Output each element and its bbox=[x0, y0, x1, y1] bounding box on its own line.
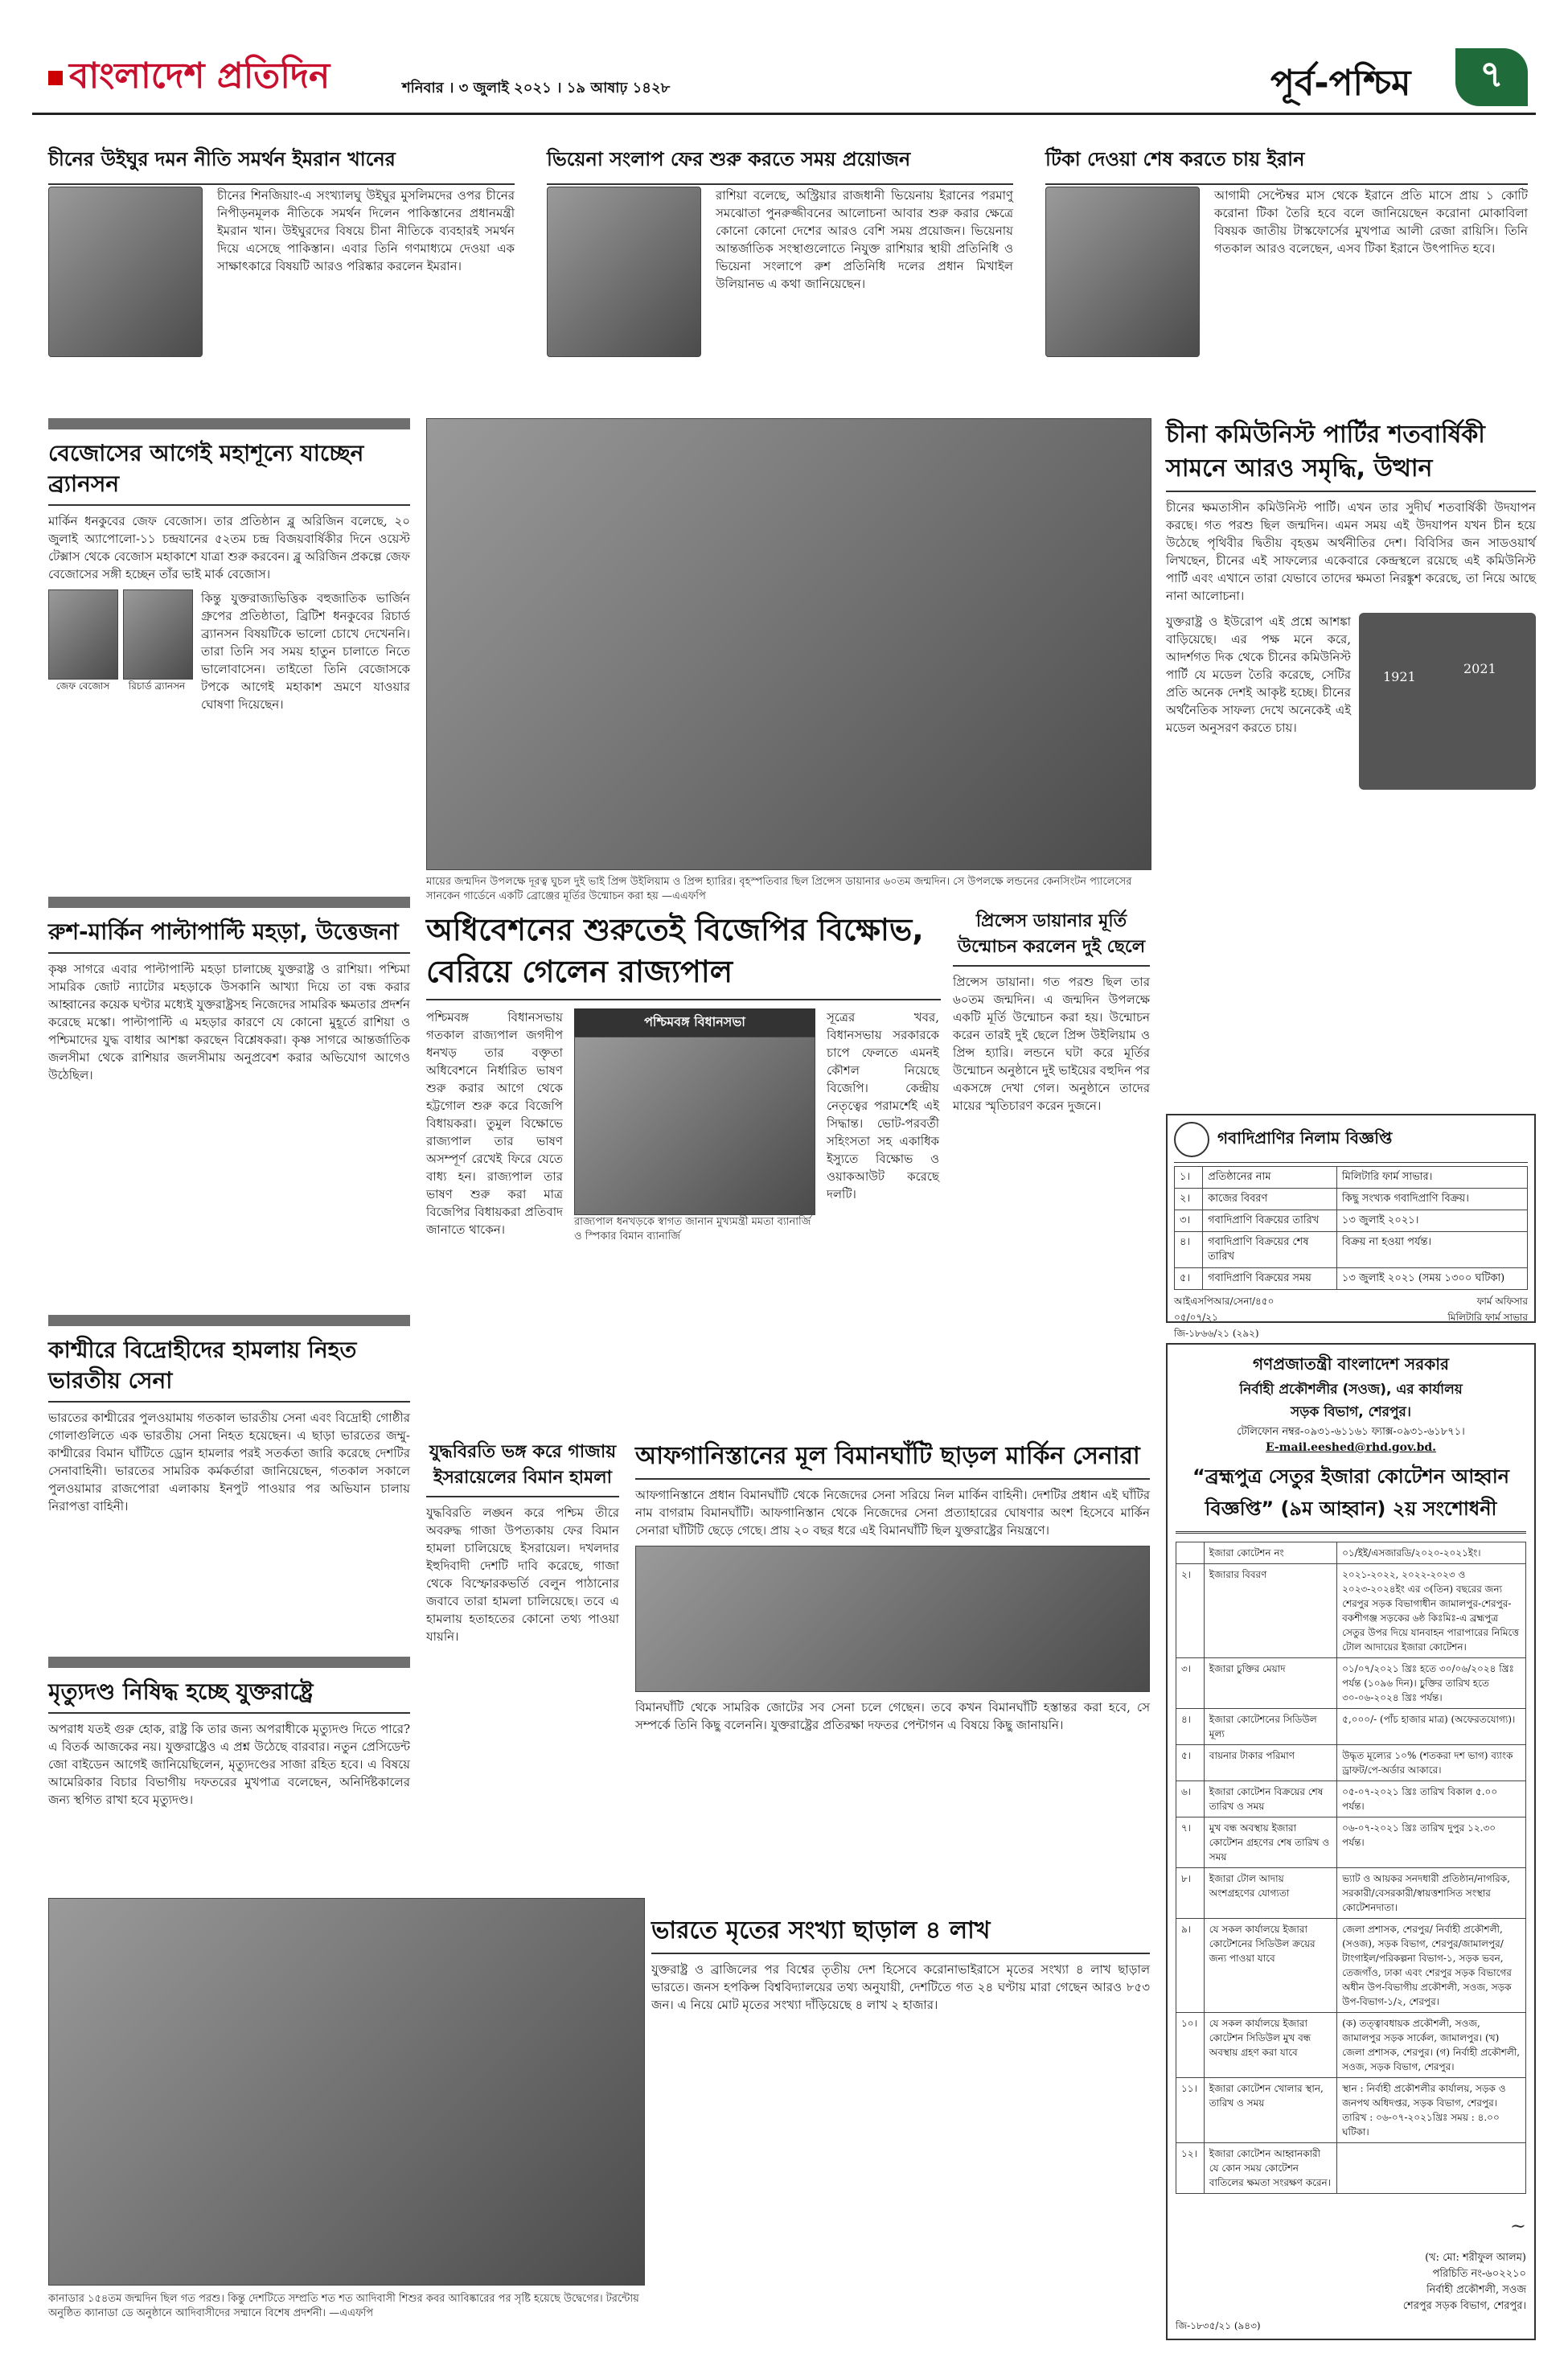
row-number: ৭। bbox=[1176, 1817, 1205, 1868]
row-value: ২০২১-২০২২, ২০২২-২০২৩ ও ২০২৩-২০২৪ইং এর ৩(তিন) বছরের জন্য শেরপুর সড়ক বিভাগাধীন জামালপুর-শেরপুর-বকশীগঞ্জ সড়কের ৬ষ্ঠ কিঃমিঃ-এ ব্রহ্মপুত্র সেতুর উপর দিয়ে যানবাহন পারাপারের নিমিত্তে টোল আদায়ের ইজারা কোটেশন। bbox=[1337, 1564, 1526, 1658]
table-row bbox=[1176, 1868, 1526, 1919]
branson-photo bbox=[123, 589, 193, 680]
notice-date: ০৫/০৭/২১ bbox=[1174, 1312, 1218, 1323]
story-body: প্রিন্সেস ডায়ানা। গত পরশু ছিল তার ৬০তম জন্মদিন। এ জন্মদিন উপলক্ষে একটি মূর্তি উন্মোচন করা হয়। উন্মোচন করেন তারই দুই ছেলে প্রিন্স উইলিয়াম ও প্রিন্স হ্যারি। লন্ডনে ঘটা করে মূর্তির উন্মোচন অনুষ্ঠানে দুই ভাইয়ের বহুদিন পর একসঙ্গে দেখা গেল। অনুষ্ঠানে তাদের মায়ের স্মৃতিচারণ করেন দুজনে। bbox=[953, 975, 1150, 1113]
table-row bbox=[1176, 1745, 1526, 1781]
row-number: ১১। bbox=[1176, 2078, 1205, 2143]
row-value: (ক) তত্ত্বাবধায়ক প্রকৌশলী, সওজ, জামালপুর সড়ক সার্কেল, জামালপুর। (খ) জেলা প্রশাসক, শেরপুর। (গ) নির্বাহী প্রকৌশলী, সওজ, সড়ক বিভাগ, শেরপুর। bbox=[1337, 2013, 1526, 2078]
raisi-photo bbox=[1045, 187, 1200, 357]
logo bbox=[48, 55, 330, 98]
branson-label: রিচার্ড ব্র্যানসন bbox=[128, 680, 186, 692]
phone-line: টেলিফোন নম্বর-০৯৩১-৬১১৬১ ফ্যাক্স-০৯৩১-৬১৮৭১। bbox=[1237, 1426, 1465, 1438]
table-row bbox=[1175, 1232, 1528, 1268]
row-number: ২। bbox=[1176, 1564, 1205, 1658]
story-headline: বেজোসের আগেই মহাশূন্যে যাচ্ছেন ব্র্যানসন bbox=[48, 438, 410, 506]
story-headline: যুদ্ধবিরতি ভঙ্গ করে গাজায় ইসরায়েলের বিমান হামলা bbox=[426, 1440, 619, 1497]
row-label: ইজারা চুক্তির মেয়াদ bbox=[1204, 1658, 1336, 1709]
row-number: ৮। bbox=[1176, 1868, 1205, 1919]
story-headline: প্রিন্সেস ডায়ানার মূর্তি উন্মোচন করলেন দুই ছেলে bbox=[953, 909, 1150, 967]
inset-caption: রাজ্যপাল ধনখড়কে স্বাগত জানান মুখ্যমন্ত্রী মমতা ব্যানার্জি ও স্পিকার বিমান ব্যানার্জি bbox=[574, 1216, 811, 1242]
branson-story bbox=[48, 438, 410, 889]
row-value: উদ্ধৃত মূল্যের ১০% (শতকরা দশ ভাগ) ব্যাংক ড্রাফট/পে-অর্ডার আকারে। bbox=[1337, 1745, 1526, 1781]
sign-id: পরিচিতি নং-৬০২২১০ bbox=[1432, 2268, 1526, 2280]
canada-day-caption: কানাডার ১৫৪তম জন্মদিন ছিল গত পরশু। কিন্তু দেশটিতে সম্প্রতি শত শত আদিবাসী শিশুর কবর আবিষ্কারের পর সৃষ্টি হয়েছে উদ্বেগের। টরন্টোয় অনুষ্ঠিত ক্যানাডা ডে অনুষ্ঠানে আদিবাসীদের সম্মানে বিশেষ প্রদর্শনী। —এএফপি bbox=[48, 2293, 639, 2319]
row-value: জেলা প্রশাসক, শেরপুর/ নির্বাহী প্রকৌশলী, (সওজ), সড়ক বিভাগ, শেরপুর/জামালপুর/ টাংগাইল/পরিকল্পনা বিভাগ-১, সড়ক ভবন, তেজগাঁও, ঢাকা এবং শেরপুর সড়ক বিভাগের অধীন উপ-বিভাগীয় প্রকৌশলী, সওজ, সড়ক উপ-বিভাগ-১/২, শেরপুর। bbox=[1337, 1919, 1526, 2013]
table-row bbox=[1176, 1817, 1526, 1868]
story-body-2: কিন্তু যুক্তরাজ্যভিত্তিক বহুজাতিক ভার্জিন গ্রুপের প্রতিষ্ঠাতা, ব্রিটিশ ধনকুবের রিচার্ড ব্র্যানসন বিষয়টিকে ভালো চোখে দেখেননি। তারা তিনি সব সময় হাতুন চালাতে নিতে ভালোবাসেন। তাইতো তিনি বেজোসকে টপকে আগেই মহাকাশ ভ্রমণে যাওয়ার ঘোষণা দিয়েছেন। bbox=[201, 591, 410, 712]
logo-mark bbox=[48, 71, 63, 85]
masthead bbox=[32, 40, 1536, 115]
israel-story bbox=[426, 1440, 619, 1874]
row-number: ২। bbox=[1175, 1189, 1203, 1210]
assembly-photo bbox=[574, 1037, 815, 1215]
row-number: ৬। bbox=[1176, 1781, 1205, 1817]
row-label: গবাদিপ্রাণি বিক্রয়ের শেষ তারিখ bbox=[1203, 1232, 1337, 1268]
story-headline: চীনের উইঘুর দমন নীতি সমর্থন ইমরান খানের bbox=[48, 145, 515, 185]
row-label: ইজারা কোটেশনের সিডিউল মূল্য bbox=[1204, 1709, 1336, 1745]
row-label: বায়নার টাকার পরিমাণ bbox=[1204, 1745, 1336, 1781]
top-story-2 bbox=[547, 145, 1013, 402]
row-label: গবাদিপ্রাণি বিক্রয়ের সময় bbox=[1203, 1268, 1337, 1290]
notice-title: গবাদিপ্রাণির নিলাম বিজ্ঞপ্তি bbox=[1217, 1127, 1393, 1148]
story-headline: আফগানিস্তানের মূল বিমানঘাঁটি ছাড়ল মার্কিন সেনারা bbox=[635, 1440, 1150, 1480]
story-body-2: বিমানঘাঁটি থেকে সামরিক জোটের সব সেনা চলে গেছেন। তবে কখন বিমানঘাঁটি হস্তান্তর করা হবে, সে সম্পর্কে তিনি কিছু বলেননি। যুক্তরাষ্ট্রের প্রতিরক্ষা দফতর পেন্টাগন এ বিষয়ে কিছু জানায়নি। bbox=[635, 1700, 1150, 1732]
table-row bbox=[1176, 1658, 1526, 1709]
india-deaths-story bbox=[651, 1914, 1150, 2204]
row-value: বিক্রয় না হওয়া পর্যন্ত। bbox=[1336, 1232, 1527, 1268]
story-body: চীনের ক্ষমতাসীন কমিউনিস্ট পার্টি। এখন তার সুদীর্ঘ শতবার্ষিকী উদযাপন করছে। গত পরশু ছিল জন্মদিন। এমন সময় এই উদযাপন যখন চীন হয়ে উঠেছে পৃথিবীর দ্বিতীয় বৃহত্তম অর্থনীতির দেশ। বিবিসির জন সাডওয়ার্থ লিখছেন, চীনের এই সাফল্যের একেবারে কেন্দ্রস্থলে রয়েছে এই কমিউনিস্ট পার্টি এবং এখানে তারা যেভাবে তাদের ক্ষমতা নিরঙ্কুশ করেছে, তা নিয়ে আছে নানা আলোচনা। bbox=[1166, 500, 1536, 603]
row-value bbox=[1337, 2143, 1526, 2194]
section-rule bbox=[48, 418, 410, 429]
row-label: ইজারা কোটেশন আহ্বানকারী যে কোন সময় কোটেশন বাতিলের ক্ষমতা সংরক্ষণ করেন। bbox=[1204, 2143, 1336, 2194]
row-number: ৪। bbox=[1176, 1709, 1205, 1745]
row-number: ৫। bbox=[1176, 1745, 1205, 1781]
table-row bbox=[1175, 1268, 1528, 1290]
russia-us-story bbox=[48, 917, 410, 1303]
story-body: আগামী সেপ্টেম্বর মাস থেকে ইরানে প্রতি মাসে প্রায় ১ কোটি করোনা টিকা তৈরি হবে বলে জানিয়েছেন করোনা মোকাবিলা বিষয়ক জাতীয় টাস্কফোর্সের মুখপাত্র আলী রেজা রায়িসি। তিনি গতকাল আরও বলেছেন, এসব টিকা ইরানে উৎপাদিত হবে। bbox=[1214, 188, 1528, 256]
row-number: ৯। bbox=[1176, 1919, 1205, 2013]
date-line: শনিবার । ৩ জুলাই ২০২১ । ১৯ আষাঢ় ১৪২৮ bbox=[402, 80, 671, 97]
bagram-photo bbox=[635, 1546, 1150, 1692]
army-seal-icon bbox=[1174, 1122, 1209, 1157]
tender-title-1: “ব্রহ্মপুত্র সেতুর ইজারা কোটেশন আহ্বান bbox=[1192, 1465, 1509, 1488]
row-value: ১৩ জুলাই ২০২১। bbox=[1336, 1210, 1527, 1232]
tender-notice bbox=[1166, 1343, 1536, 2340]
row-number: ১। bbox=[1175, 1167, 1203, 1189]
diana-photo-caption: মায়ের জন্মদিন উপলক্ষে দূরত্ব ঘুচল দুই ভাই প্রিন্স উইলিয়াম ও প্রিন্স হ্যারির। বৃহস্পতিবার ছিল প্রিন্সেস ডায়ানার ৬০তম জন্মদিন। সে উপলক্ষে লন্ডনের কেনসিংটন প্যালেসের সানকেন গার্ডেনে একটি ব্রোঞ্জের মূর্তির উন্মোচন করা হয় —এএফপি bbox=[426, 876, 1132, 902]
bengal-story bbox=[426, 909, 941, 1415]
story-headline: অধিবেশনের শুরুতেই বিজেপির বিক্ষোভ, বেরিয়ে গেলেন রাজ্যপাল bbox=[426, 909, 941, 1000]
story-body: যুক্তরাষ্ট্র ও ব্রাজিলের পর বিশ্বের তৃতীয় দেশ হিসেবে করোনাভাইরাসে মৃতের সংখ্যা ৪ লাখ ছাড়াল ভারতে। জনস হপকিন্স বিশ্ববিদ্যালয়ের তথ্য অনুযায়ী, দেশটিতে গত ২৪ ঘণ্টায় মারা গেছেন আরও ৮৫৩ জন। এ নিয়ে মোট মৃতের সংখ্যা দাঁড়িয়েছে ৪ লাখ ২ হাজার। bbox=[651, 1962, 1150, 2012]
portraits bbox=[48, 589, 193, 713]
ref-number: আইএসপিআর/সেনা/৪৫০ bbox=[1174, 1296, 1275, 1307]
sign-name: (খ: মো: শরীফুল আলম) bbox=[1425, 2252, 1526, 2264]
office-title: নির্বাহী প্রকৌশলীর (সওজ), এর কার্যালয় bbox=[1239, 1382, 1463, 1398]
sign-dept: শেরপুর সড়ক বিভাগ, শেরপুর। bbox=[1402, 2300, 1526, 2312]
table-row bbox=[1176, 1542, 1526, 1564]
table-row bbox=[1175, 1167, 1528, 1189]
row-number: ৩। bbox=[1176, 1658, 1205, 1709]
story-headline: ভিয়েনা সংলাপ ফের শুরু করতে সময় প্রয়োজন bbox=[547, 145, 1013, 185]
tender-title-2: বিজ্ঞপ্তি” (৯ম আহ্বান) ২য় সংশোধনী bbox=[1176, 1494, 1526, 1534]
row-label: গবাদিপ্রাণি বিক্রয়ের তারিখ bbox=[1203, 1210, 1337, 1232]
row-label: ইজারা কোটেশন বিক্রয়ের শেষ তারিখ ও সময় bbox=[1204, 1781, 1336, 1817]
story-body: আফগানিস্তানে প্রধান বিমানঘাঁটি থেকে নিজেদের সেনা সরিয়ে নিল মার্কিন বাহিনী। দেশটির প্রধান এই ঘাঁটির নাম বাগরাম বিমানঘাঁটি। আফগানিস্তান থেকে নিজেদের সেনা প্রত্যাহারের ঘোষণার অংশ হিসেবে মার্কিন সেনারা ঘাঁটিটি ছেড়ে গেছে। প্রায় ২০ বছর ধরে এই বিমানঘাঁটি ছিল যুক্তরাষ্ট্রের নিয়ন্ত্রণে। bbox=[635, 1488, 1150, 1538]
year-2021-label: 2021 bbox=[1463, 661, 1496, 676]
section-title: পূর্ব-পশ্চিম bbox=[1270, 63, 1411, 104]
story-body: চীনের শিনজিয়াং-এ সংখ্যালঘু উইঘুর মুসলিমদের ওপর চীনের নিপীড়নমূলক নীতিকে সমর্থন দিলেন পাকিস্তানের প্রধানমন্ত্রী ইমরান খান। উইঘুরদের বিষয়ে চীনা নীতিকে ব্যবহারই সমর্থন দিয়ে এসেছে পাকিস্তান। এবার তিনি গণমাধ্যমে দেওয়া এক সাক্ষাৎকারে বিষয়টি আরও পরিষ্কার করলেন ইমরান। bbox=[217, 188, 515, 273]
row-number: ১২। bbox=[1176, 2143, 1205, 2194]
row-value: ৫,০০০/- (পাঁচ হাজার মাত্র) (অফেরতযোগ্য)। bbox=[1337, 1709, 1526, 1745]
table-row bbox=[1176, 1564, 1526, 1658]
story-headline: কাশ্মীরে বিদ্রোহীদের হামলায় নিহত ভারতীয় সেনা bbox=[48, 1335, 410, 1403]
bezos-photo bbox=[48, 589, 118, 680]
section-rule bbox=[48, 897, 410, 908]
china-cpc-story bbox=[1166, 418, 1536, 1094]
story-body-2: যুক্তরাষ্ট্র ও ইউরোপ এই প্রশ্নে আশঙ্কা বাড়িয়েছে। এর পক্ষ মনে করে, আদর্শগত দিক থেকে চীনের কমিউনিস্ট পার্টি যে মডেল তৈরি করেছে, সেটির প্রতি অনেক দেশই আকৃষ্ট হচ্ছে। চীনের অর্থনৈতিক সাফল্য দেখে অনেকেই এই মডেল অনুসরণ করতে চায়। bbox=[1166, 614, 1351, 735]
row-value: ভ্যাট ও আয়কর সনদধারী প্রতিষ্ঠান/নাগরিক, সরকারী/বেসরকারী/স্বায়ত্তশাসিত সংস্থার কোটেশনদাতা। bbox=[1337, 1868, 1526, 1919]
row-value: স্থান : নির্বাহী প্রকৌশলীর কার্যালয়, সড়ক ও জনপথ অধিদপ্তর, সড়ক বিভাগ, শেরপুর। তারিখ : ০৬-০৭-২০২১খ্রিঃ সময় : ৪.০০ ঘটিকা। bbox=[1337, 2078, 1526, 2143]
inset-label: পশ্চিমবঙ্গ বিধানসভা bbox=[574, 1008, 815, 1037]
story-body: কৃষ্ণ সাগরে এবার পাল্টাপাল্টি মহড়া চালাচ্ছে যুক্তরাষ্ট্র ও রাশিয়া। পশ্চিমা সামরিক জোট ন্যাটোর মহড়াকে উসকানি আখ্যা দিয়ে তা বন্ধ করার আহ্বানের কয়েক ঘণ্টার মধ্যেই যুক্তরাষ্ট্রসহ নিজেদের সামরিক ক্ষমতার প্রদর্শন করেছে মস্কো। পাল্টাপাল্টি এ মহড়ার কারণে যে কোনো মুহূর্তে রাশিয়া ও পশ্চিমাদের যুদ্ধ বাধার আশঙ্কা করছেন বিশ্লেষকরা। কৃষ্ণ সাগরে আন্তর্জাতিক জলসীমা থেকে রাশিয়ার জলসীমায় অনুপ্রবেশ করার অভিযোগ আগেও উঠেছিল। bbox=[48, 962, 410, 1082]
row-label: ইজারা কোটেশন খোলার স্থান, তারিখ ও সময় bbox=[1204, 2078, 1336, 2143]
story-body: অপরাধ যতই গুরু হোক, রাষ্ট্র কি তার জন্য অপরাধীকে মৃত্যুদণ্ড দিতে পারে? এ বিতর্ক আজকের নয়। যুক্তরাষ্ট্রেও এ প্রশ্ন উঠেছে বারবার। নতুন প্রেসিডেন্ট জো বাইডেন আগেই জানিয়েছিলেন, মৃত্যুদণ্ডের সাজা রহিত হবে। এ বিষয়ে আমেরিকার বিচার বিভাগীয় দফতরের মুখপাত্র বলেছেন, অনির্দিষ্টকালের জন্য স্থগিত রাখা হবে মৃত্যুদণ্ড। bbox=[48, 1722, 410, 1807]
table-row bbox=[1176, 1919, 1526, 2013]
top-story-3 bbox=[1045, 145, 1528, 402]
row-label: যে সকল কার্যালয়ে ইজারা কোটেশনের সিডিউল ক্রয়ের জন্য পাওয়া যাবে bbox=[1204, 1919, 1336, 2013]
row-value: মিলিটারি ফার্ম সাভার। bbox=[1336, 1167, 1527, 1189]
row-number: ৩। bbox=[1175, 1210, 1203, 1232]
table-row bbox=[1176, 1781, 1526, 1817]
row-value: ১৩ জুলাই ২০২১ (সময় ১৩০০ ঘটিকা) bbox=[1336, 1268, 1527, 1290]
year-1921-label: 1921 bbox=[1383, 669, 1416, 684]
row-value: কিছু সংখ্যক গবাদিপ্রাণি বিক্রয়। bbox=[1336, 1189, 1527, 1210]
top-story-1 bbox=[48, 145, 515, 402]
email-link[interactable]: E-mail.eeshed@rhd.gov.bd. bbox=[1265, 1441, 1437, 1454]
sign-title: নির্বাহী প্রকৌশলী, সওজ bbox=[1426, 2284, 1526, 2296]
table-row bbox=[1175, 1189, 1528, 1210]
story-body: যুদ্ধবিরতি লঙ্ঘন করে পশ্চিম তীরে অবরুদ্ধ গাজা উপত্যকায় ফের বিমান হামলা চালিয়েছে ইসরায়েল। দখলদার ইহুদিবাদী দেশটি দাবি করেছে, গাজা থেকে বিস্ফোরকভর্তি বেলুন পাঠানোর জবাবে তারা হামলা চালিয়েছে। তবে এ হামলায় হতাহতের কোনো তথ্য পাওয়া যায়নি। bbox=[426, 1505, 619, 1644]
story-headline: চীনা কমিউনিস্ট পার্টির শতবার্ষিকী সামনে আরও সমৃদ্ধি, উত্থান bbox=[1166, 418, 1536, 492]
afghan-story bbox=[635, 1440, 1150, 1890]
row-label: প্রতিষ্ঠানের নাম bbox=[1203, 1167, 1337, 1189]
row-label: ইজারার বিবরণ bbox=[1204, 1564, 1336, 1658]
section-rule bbox=[48, 1315, 410, 1326]
section-rule bbox=[48, 1657, 410, 1668]
page-number-badge bbox=[1455, 48, 1528, 106]
tender-table bbox=[1176, 1542, 1526, 2194]
sign-title: ফার্ম অফিসার bbox=[1476, 1296, 1528, 1307]
table-row bbox=[1176, 2013, 1526, 2078]
ulyanov-photo bbox=[547, 187, 701, 357]
row-value: ০১/০৭/২০২১ খ্রিঃ হতে ৩০/০৬/২০২৪ খ্রিঃ পর্যন্ত (১০৯৬ দিন)। চুক্তির তারিখ হতে ৩০-০৬-২০২৪ খ্রিঃ পর্যন্ত। bbox=[1337, 1658, 1526, 1709]
row-value: ০৫-০৭-২০২১ খ্রিঃ তারিখ বিকাল ৫.০০ পর্যন্ত। bbox=[1337, 1781, 1526, 1817]
sign-org: মিলিটারি ফার্ম সাভার bbox=[1447, 1312, 1528, 1323]
canada-day-photo bbox=[48, 1898, 645, 2286]
death-penalty-story bbox=[48, 1677, 410, 1870]
diana-statue-photo bbox=[426, 418, 1151, 870]
gov-title: গণপ্রজাতন্ত্রী বাংলাদেশ সরকার bbox=[1253, 1354, 1449, 1374]
table-row bbox=[1175, 1210, 1528, 1232]
signature: ~ bbox=[1509, 2215, 1526, 2237]
story-body: ভারতের কাশ্মীরের পুলওয়ামায় গতকাল ভারতীয় সেনা এবং বিদ্রোহী গোষ্ঠীর গোলাগুলিতে এক ভারতীয় সেনা নিহত হয়েছেন। এ ছাড়া ভারতের জম্মু-কাশ্মীরের বিমান ঘাঁটিতে ড্রোন হামলার পরই সতর্কতা জারি করেছে দেশটির সেনাবাহিনী। ভারতের সামরিক কর্মকর্তারা জানিয়েছেন, গতকাল সকালে পুলওয়ামার রাজপোরা এলাকায় ইনপুট পাওয়ার পর অভিযান চালায় নিরাপত্তা বাহিনী। bbox=[48, 1411, 410, 1514]
table-row bbox=[1176, 2078, 1526, 2143]
story-body-2: সূত্রের খবর, বিধানসভায় সরকারকে চাপে ফেলতে এমনই কৌশল নিয়েছে বিজেপি। কেন্দ্রীয় নেতৃত্বের পরামর্শেই এই সিদ্ধান্ত। ভোট-পরবর্তী সহিংসতা সহ একাধিক ইস্যুতে বিক্ষোভ ও ওয়াকআউট করেছে দলটি। bbox=[827, 1010, 939, 1201]
row-label: মুখ বন্ধ অবস্থায় ইজারা কোটেশন গ্রহণের শেষ তারিখ ও সময় bbox=[1204, 1817, 1336, 1868]
row-label: ইজারা কোটেশন নং bbox=[1204, 1542, 1336, 1564]
row-value: ০১/ইই/এসজারডি/২০২০-২০২১ইং। bbox=[1337, 1542, 1526, 1564]
logo-text: বাংলাদেশ প্রতিদিন bbox=[69, 55, 330, 97]
page-number: ৭ bbox=[1480, 52, 1504, 96]
row-label: ইজারা টোল আদায় অংশগ্রহণের যোগ্যতা bbox=[1204, 1868, 1336, 1919]
cpc-graphic bbox=[1359, 613, 1536, 790]
story-body: মার্কিন ধনকুবের জেফ বেজোস। তার প্রতিষ্ঠান ব্লু অরিজিন বলেছে, ২০ জুলাই অ্যাপোলো-১১ চন্দ্রযানের ৫২তম চন্দ্র বিজয়বার্ষিকীর দিনে ওয়েস্ট টেক্সাস থেকে বেজোস মহাকাশে যাত্রা শুরু করবেন। ব্লু অরিজিন প্রকল্পে জেফ বেজোসের সঙ্গী হচ্ছেন তাঁর ভাই মার্ক বেজোস। bbox=[48, 514, 410, 581]
row-number: ৫। bbox=[1175, 1268, 1203, 1290]
table-row bbox=[1176, 2143, 1526, 2194]
story-body: পশ্চিমবঙ্গ বিধানসভায় গতকাল রাজ্যপাল জগদীপ ধনখড় তার বক্তৃতা অধিবেশনে নির্ধারিত ভাষণ শুরু করার আগে থেকে হট্টগোল শুরু করে বিজেপি বিধায়করা। তুমুল বিক্ষোভে রাজ্যপাল তার ভাষণ অসম্পূর্ণ রেখেই ফিরে যেতে বাধ্য হন। রাজ্যপাল তার ভাষণ শুরু করা মাত্র বিজেপির বিধায়করা প্রতিবাদ জানাতে থাকেন। bbox=[426, 1010, 563, 1237]
diana-story bbox=[953, 909, 1150, 1415]
notice-code: জি-১৮৩৫/২১ (৯৪৩) bbox=[1176, 2320, 1261, 2331]
imran-khan-photo bbox=[48, 187, 203, 357]
story-body: রাশিয়া বলেছে, অস্ট্রিয়ার রাজধানী ভিয়েনায় ইরানের পরমাণু সমঝোতা পুনরুজ্জীবনের আলোচনা আবার শুরু করার ক্ষেত্রে কোনো কোনো দেশের আরও বেশি সময় প্রয়োজন। ভিয়েনায় আন্তর্জাতিক সংস্থাগুলোতে নিযুক্ত রাশিয়ার স্থায়ী প্রতিনিধি ও ভিয়েনা সংলাপে রুশ প্রতিনিধি দলের প্রধান মিখাইল উলিয়ানভ এ কথা জানিয়েছেন। bbox=[716, 188, 1013, 291]
notice-code: জি-১৮৬৬/২১ (২৯২) bbox=[1174, 1328, 1259, 1339]
auction-table bbox=[1174, 1166, 1528, 1290]
table-row bbox=[1176, 1709, 1526, 1745]
story-headline: মৃত্যুদণ্ড নিষিদ্ধ হচ্ছে যুক্তরাষ্ট্রে bbox=[48, 1677, 410, 1714]
row-label: কাজের বিবরণ bbox=[1203, 1189, 1337, 1210]
row-number: ১০। bbox=[1176, 2013, 1205, 2078]
bezos-label: জেফ বেজোস bbox=[55, 680, 110, 692]
story-headline: ভারতে মৃতের সংখ্যা ছাড়াল ৪ লাখ bbox=[651, 1914, 1150, 1954]
row-value: ০৬-০৭-২০২১ খ্রিঃ তারিখ দুপুর ১২.৩০ পর্যন্ত। bbox=[1337, 1817, 1526, 1868]
row-label: যে সকল কার্যালয়ে ইজারা কোটেশন সিডিউল মুখ বন্ধ অবস্থায় গ্রহণ করা যাবে bbox=[1204, 2013, 1336, 2078]
dept-title: সড়ক বিভাগ, শেরপুর। bbox=[1291, 1404, 1411, 1420]
row-number bbox=[1176, 1542, 1205, 1564]
kashmir-story bbox=[48, 1335, 410, 1641]
story-headline: টিকা দেওয়া শেষ করতে চায় ইরান bbox=[1045, 145, 1528, 185]
row-number: ৪। bbox=[1175, 1232, 1203, 1268]
auction-notice bbox=[1166, 1114, 1536, 1339]
story-headline: রুশ-মার্কিন পাল্টাপাল্টি মহড়া, উত্তেজনা bbox=[48, 917, 410, 954]
